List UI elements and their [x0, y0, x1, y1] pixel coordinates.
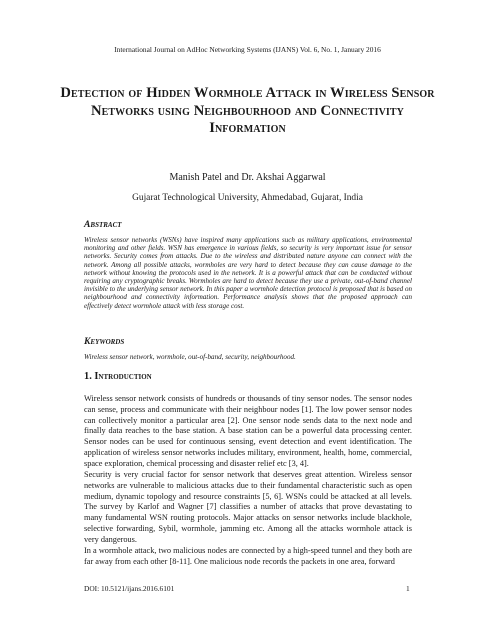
journal-header: International Journal on AdHoc Networking Systems (IJANS) Vol. 6, No. 1, January 2016	[114, 45, 381, 54]
page-number: 1	[406, 584, 410, 593]
abstract-text: Wireless sensor networks (WSNs) have inspired many applications such as military applications, environmental monitoring and other fields. WSN has emergence in various fields, so security is very important issue for sensor networks. Security comes from attacks. Due to the wireless and distributed nature anyone can connect with the network. Among all possible attacks, wormholes are very hard to detect because they can cause damage to the network without knowing the protocols used in the network. It is a powerful attack that can be conducted without requiring any cryptographic breaks. Wormholes are hard to detect because they use a private, out-of-band channel invisible to the underlying sensor network. In this paper a wormhole detection protocol is proposed that is based on neighbourhood and connectivity information. Performance analysis shows that the proposed approach can effectively detect wormhole attack with less storage cost.	[84, 236, 412, 310]
abstract-heading: Abstract	[84, 219, 122, 230]
intro-paragraph-2: Security is very crucial factor for sensor network that deserves great attention. Wireless sensor networks are vulnerable to malicious attacks due to their fundamental characteristic such as open medium, dynamic topology and resource constraints [5, 6]. WSNs could be attacked at all levels. The survey by Karlof and Wagner [7] classifies a number of attacks that prove devastating to many fundamental WSN routing protocols. Major attacks on sensor networks include blackhole, selective forwarding, Sybil, wormhole, jamming etc. Among all the attacks wormhole attack is very dangerous.	[84, 470, 412, 544]
affiliation: Gujarat Technological University, Ahmedabad, Gujarat, India	[132, 193, 363, 203]
keywords-heading: Keywords	[84, 336, 125, 347]
authors: Manish Patel and Dr. Akshai Aggarwal	[169, 172, 326, 183]
introduction-heading: 1. Introduction	[84, 371, 152, 382]
intro-paragraph-1: Wireless sensor network consists of hundreds or thousands of tiny sensor nodes. The sensor nodes can sense, process and communicate with their neighbour nodes [1]. The low power sensor nodes can collectively monitor a particular area [2]. One sensor node sends data to the next node and finally data reaches to the base station. A base station can be a powerful data processing center. Sensor nodes can be used for continuous sensing, event detection and event identification. The application of wireless sensor networks includes military, environment, health, home, commercial, space exploration, chemical processing and disaster relief etc [3, 4].	[84, 394, 412, 468]
keywords-text: Wireless sensor network, wormhole, out-of-band, security, neighbourhood.	[84, 353, 296, 361]
paper-title: Detection of Hidden Wormhole Attack in Wireless Sensor Networks using Neighbourhood and Connectivity Information	[60, 85, 435, 137]
intro-paragraph-3: In a wormhole attack, two malicious nodes are connected by a high-speed tunnel and they both are far away from each other [8-11]. One malicious node records the packets in one area, forward	[84, 546, 412, 566]
footer-doi: DOI: 10.5121/ijans.2016.6101	[84, 584, 175, 593]
